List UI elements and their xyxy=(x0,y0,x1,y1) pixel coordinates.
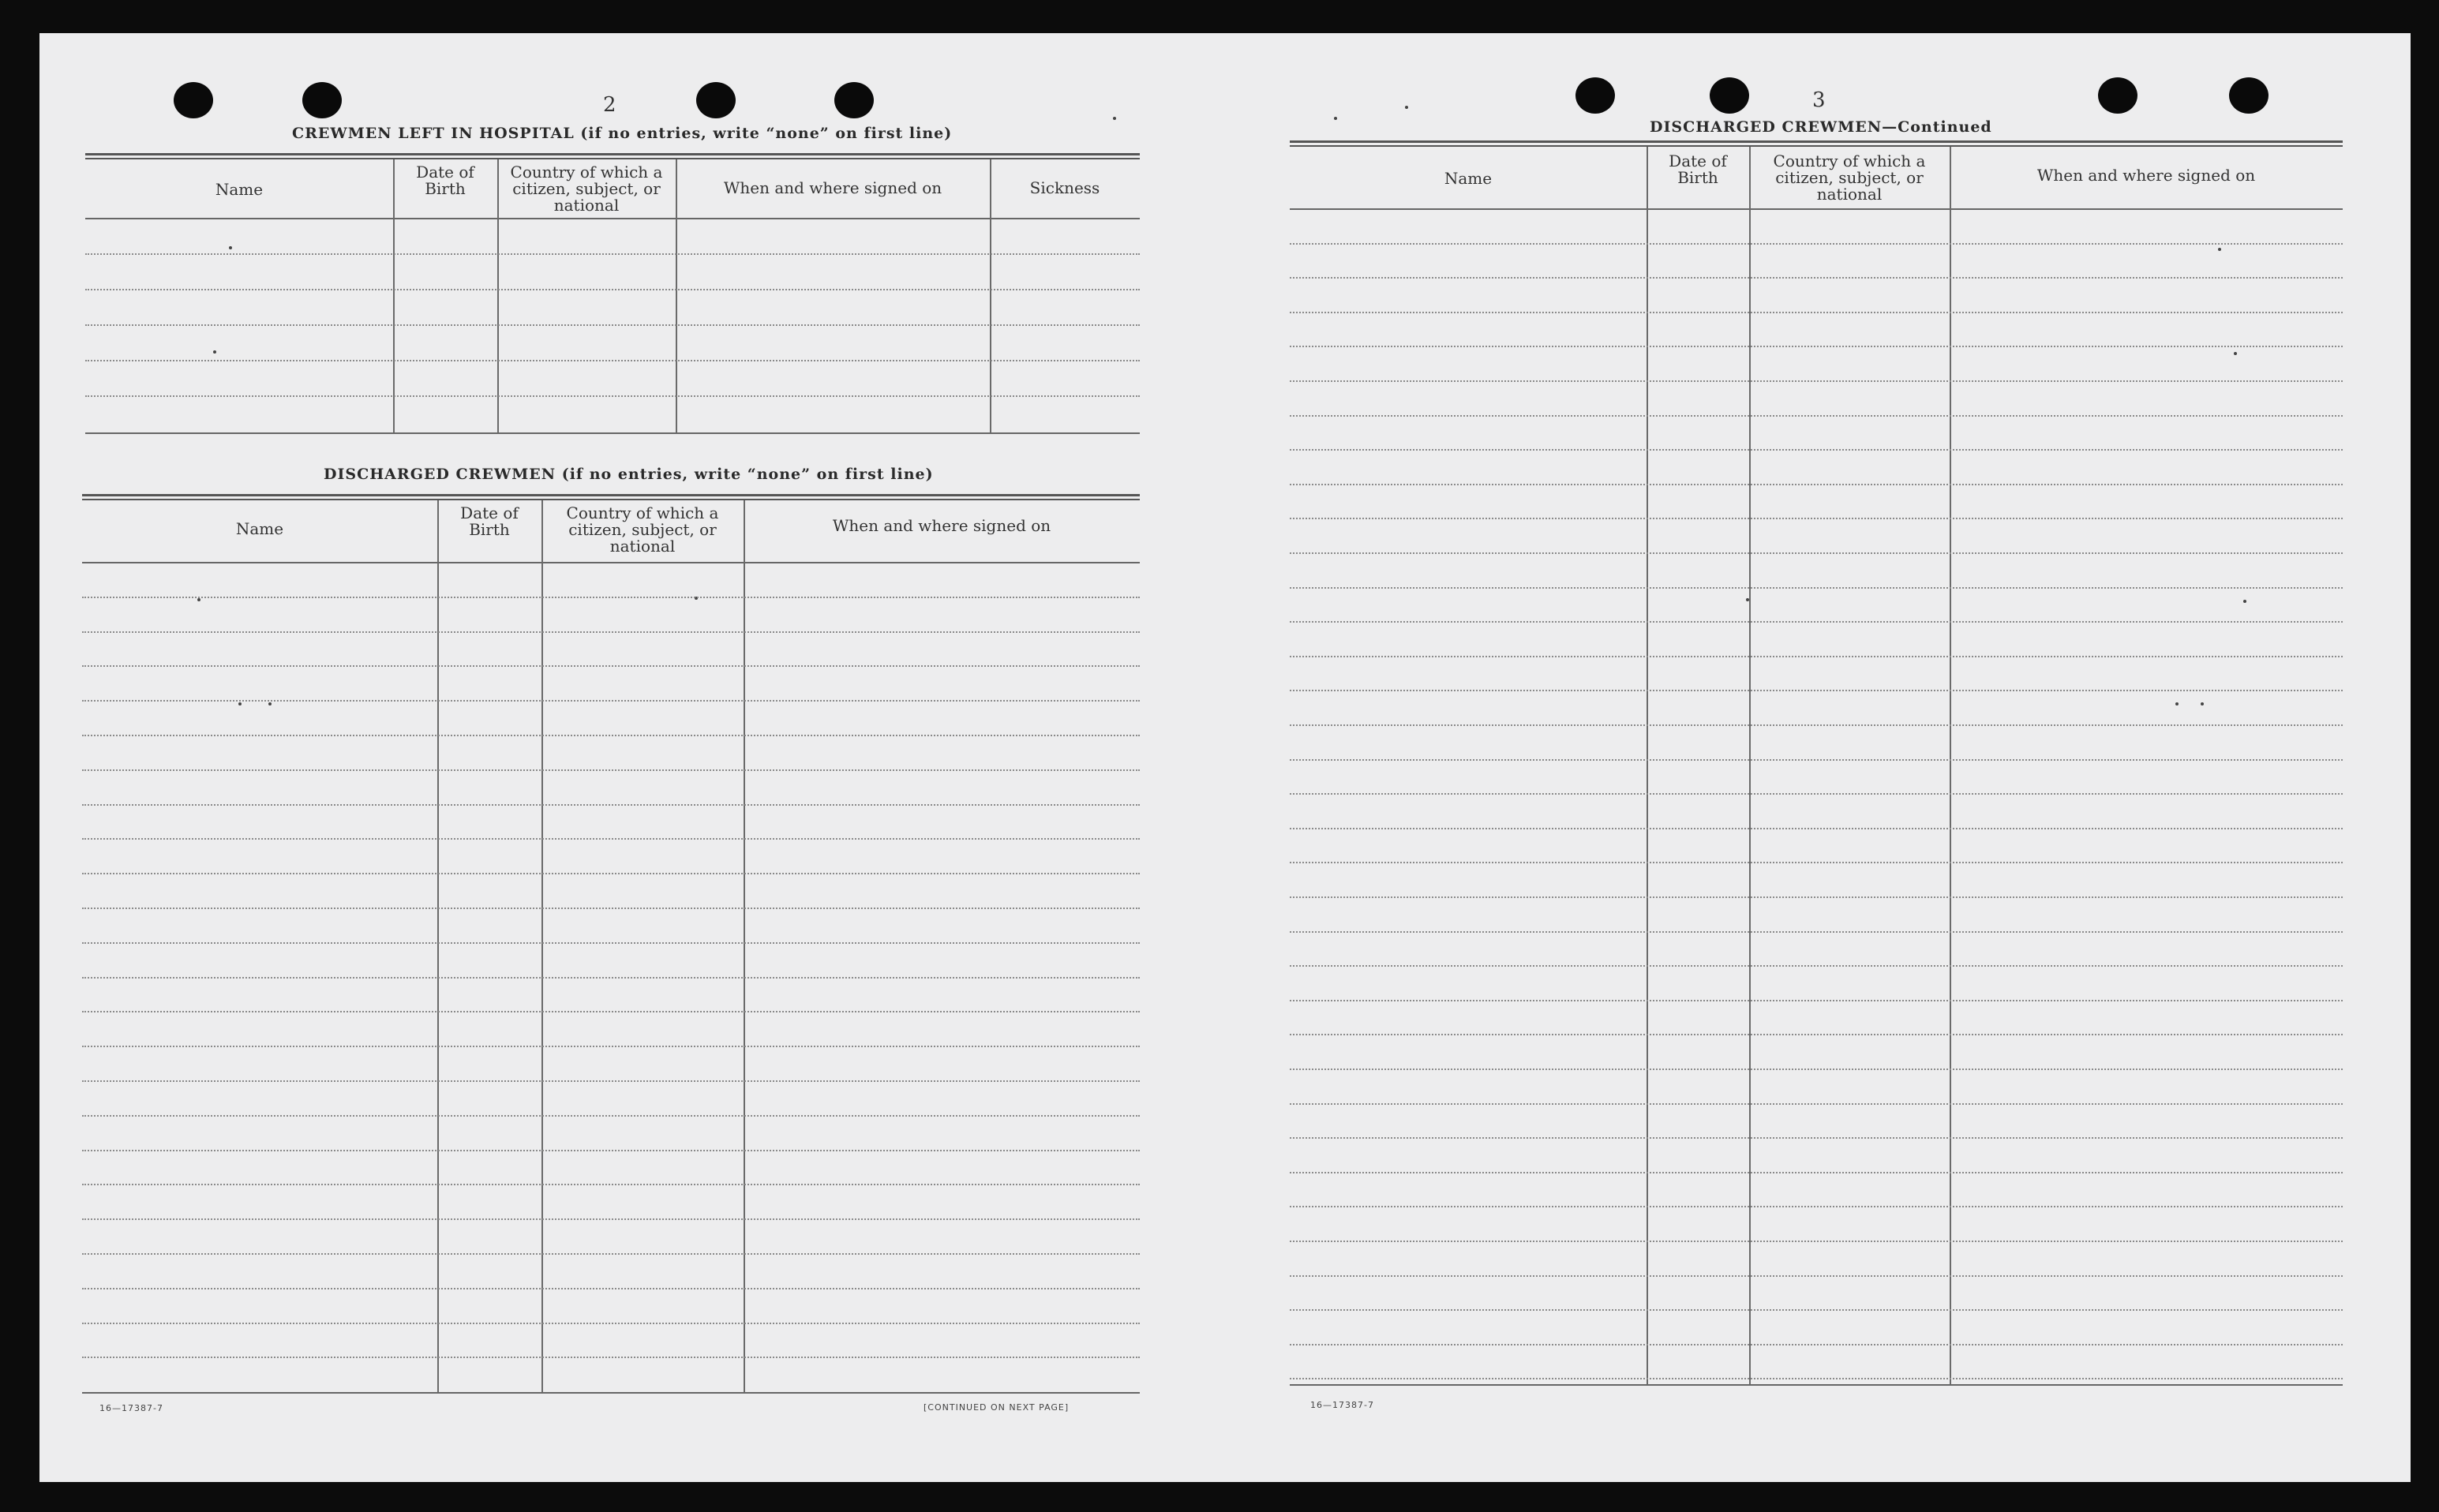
entry-row-line xyxy=(1290,1309,2343,1311)
entry-row-line xyxy=(82,873,1140,874)
header-bottom-rule xyxy=(85,218,1140,219)
form-sheet xyxy=(39,33,2411,1482)
scan-speck xyxy=(238,702,242,705)
hospital-section-title: CREWMEN LEFT IN HOSPITAL (if no entries, write “none” on first line) xyxy=(292,125,953,142)
column-divider xyxy=(437,500,439,1392)
table-bottom-rule xyxy=(85,432,1140,434)
column-divider xyxy=(1647,147,1648,1384)
entry-row-line xyxy=(82,1080,1140,1082)
column-header: When and where signed on xyxy=(2036,166,2256,185)
entry-row-line xyxy=(82,977,1140,979)
column-divider xyxy=(541,500,543,1392)
entry-row-line xyxy=(82,1046,1140,1047)
scan-speck xyxy=(197,598,200,601)
column-header: Name xyxy=(1444,169,1493,188)
column-header: Name xyxy=(215,180,264,199)
punch-hole xyxy=(696,82,736,118)
entry-row-line xyxy=(82,1184,1140,1185)
entry-row-line xyxy=(1290,243,2343,245)
table-top-rule xyxy=(1290,145,2343,147)
entry-row-line xyxy=(85,395,1140,397)
column-header: Date of Birth xyxy=(460,503,519,539)
scan-speck xyxy=(1334,117,1337,120)
column-divider xyxy=(990,159,991,432)
column-header: Country of which a citizen, subject, or national xyxy=(566,503,719,556)
entry-row-line xyxy=(1290,965,2343,967)
page-number: 2 xyxy=(603,93,616,117)
header-bottom-rule xyxy=(1290,208,2343,210)
column-header: Country of which a citizen, subject, or national xyxy=(510,163,663,215)
entry-row-line xyxy=(1290,793,2343,795)
entry-row-line xyxy=(82,769,1140,771)
column-header: When and where signed on xyxy=(723,178,942,197)
entry-row-line xyxy=(1290,587,2343,589)
entry-row-line xyxy=(1290,277,2343,279)
scan-speck xyxy=(268,702,272,705)
column-divider xyxy=(1749,147,1751,1384)
entry-row-line xyxy=(85,324,1140,326)
scan-speck xyxy=(213,350,216,354)
table-top-rule xyxy=(82,499,1140,500)
column-header: Country of which a citizen, subject, or national xyxy=(1773,152,1926,204)
entry-row-line xyxy=(1290,1241,2343,1242)
scan-speck xyxy=(2218,248,2221,251)
page-number: 3 xyxy=(1812,88,1826,112)
entry-row-line xyxy=(1290,449,2343,451)
entry-row-line xyxy=(1290,862,2343,863)
column-header: When and where signed on xyxy=(832,516,1051,535)
form-number: 16—17387-7 xyxy=(1310,1400,1374,1410)
scan-speck xyxy=(2243,600,2246,603)
entry-row-line xyxy=(1290,1172,2343,1173)
discharged-continued-title: DISCHARGED CREWMEN—Continued xyxy=(1650,118,1992,136)
entry-row-line xyxy=(1290,931,2343,933)
entry-row-line xyxy=(1290,1000,2343,1001)
column-header: Sickness xyxy=(1029,178,1100,197)
entry-row-line xyxy=(1290,759,2343,761)
entry-row-line xyxy=(82,1115,1140,1117)
entry-row-line xyxy=(85,253,1140,255)
entry-row-line xyxy=(1290,1069,2343,1070)
column-divider xyxy=(1950,147,1951,1384)
entry-row-line xyxy=(82,1253,1140,1255)
entry-row-line xyxy=(82,1288,1140,1289)
entry-row-line xyxy=(82,1357,1140,1358)
entry-row-line xyxy=(1290,896,2343,898)
entry-row-line xyxy=(82,1323,1140,1324)
column-divider xyxy=(393,159,395,432)
entry-row-line xyxy=(82,1150,1140,1151)
column-divider xyxy=(676,159,677,432)
entry-row-line xyxy=(82,631,1140,633)
entry-row-line xyxy=(1290,828,2343,829)
entry-row-line xyxy=(1290,380,2343,382)
entry-row-line xyxy=(1290,656,2343,657)
entry-row-line xyxy=(1290,724,2343,726)
punch-hole xyxy=(1575,77,1615,114)
entry-row-line xyxy=(1290,1206,2343,1207)
entry-row-line xyxy=(1290,1275,2343,1277)
discharged-section-title: DISCHARGED CREWMEN (if no entries, write “none” on first line) xyxy=(324,466,934,483)
entry-row-line xyxy=(82,700,1140,702)
entry-row-line xyxy=(85,360,1140,361)
scan-speck xyxy=(229,246,232,249)
table-top-rule xyxy=(1290,140,2343,143)
entry-row-line xyxy=(82,1011,1140,1012)
punch-hole xyxy=(2098,77,2137,114)
table-top-rule xyxy=(85,153,1140,155)
entry-row-line xyxy=(1290,552,2343,554)
column-header: Date of Birth xyxy=(416,163,474,198)
scan-speck xyxy=(2201,702,2204,705)
table-bottom-rule xyxy=(82,1392,1140,1394)
column-header: Date of Birth xyxy=(1669,152,1727,187)
scan-speck xyxy=(2175,702,2179,705)
entry-row-line xyxy=(82,942,1140,944)
scan-speck xyxy=(1405,106,1408,109)
entry-row-line xyxy=(82,735,1140,736)
entry-row-line xyxy=(1290,484,2343,485)
table-top-rule xyxy=(85,158,1140,159)
punch-hole xyxy=(2229,77,2269,114)
entry-row-line xyxy=(82,1218,1140,1220)
punch-hole xyxy=(302,82,342,118)
form-number: 16—17387-7 xyxy=(99,1403,163,1413)
continued-note: [CONTINUED ON NEXT PAGE] xyxy=(924,1402,1070,1413)
entry-row-line xyxy=(82,804,1140,806)
entry-row-line xyxy=(85,289,1140,290)
entry-row-line xyxy=(82,838,1140,840)
entry-row-line xyxy=(1290,1103,2343,1105)
punch-hole xyxy=(174,82,213,118)
table-bottom-rule xyxy=(1290,1384,2343,1386)
entry-row-line xyxy=(82,597,1140,598)
scan-speck xyxy=(1113,117,1116,120)
punch-hole xyxy=(834,82,874,118)
header-bottom-rule xyxy=(82,562,1140,563)
entry-row-line xyxy=(82,665,1140,667)
scan-speck xyxy=(2234,352,2237,355)
table-top-rule xyxy=(82,494,1140,496)
column-divider xyxy=(497,159,499,432)
column-divider xyxy=(744,500,745,1392)
entry-row-line xyxy=(1290,621,2343,623)
entry-row-line xyxy=(1290,312,2343,313)
column-header: Name xyxy=(235,519,284,538)
entry-row-line xyxy=(1290,1137,2343,1139)
entry-row-line xyxy=(1290,690,2343,691)
entry-row-line xyxy=(82,908,1140,909)
entry-row-line xyxy=(1290,1344,2343,1345)
punch-hole xyxy=(1710,77,1749,114)
entry-row-line xyxy=(1290,1034,2343,1035)
entry-row-line xyxy=(1290,415,2343,417)
entry-row-line xyxy=(1290,1378,2343,1379)
entry-row-line xyxy=(1290,346,2343,347)
entry-row-line xyxy=(1290,518,2343,519)
